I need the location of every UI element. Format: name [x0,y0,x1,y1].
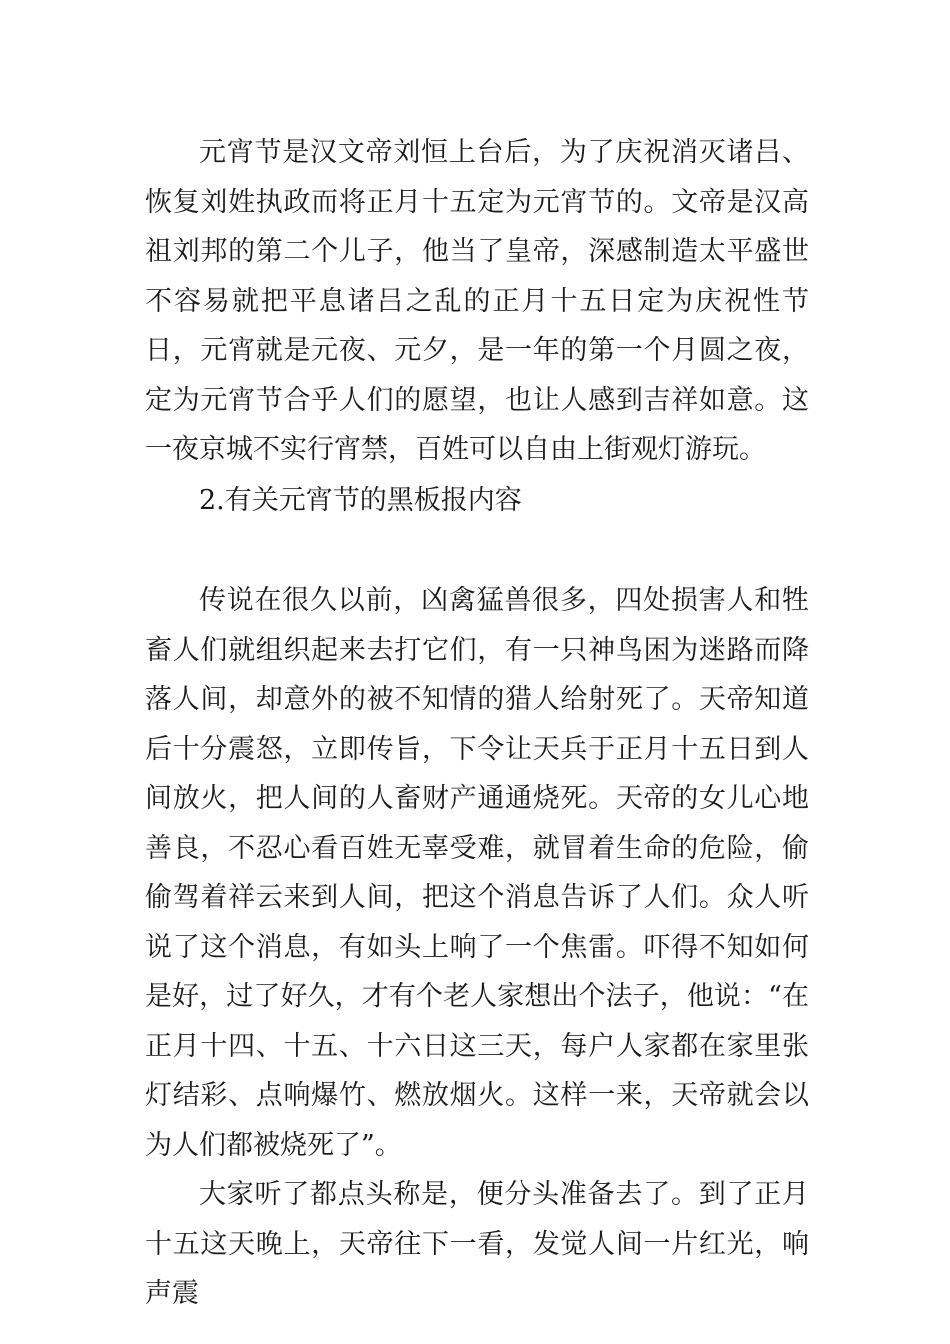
section-heading-block [145,476,809,526]
paragraph-continuation: 大家听了都点头称是，便分头准备去了。到了正月十五这天晚上，天帝往下一看，发觉人间一片红光，响声震 [145,1179,809,1309]
paragraph-legend: 传说在很久以前，凶禽猛兽很多，四处损害人和牲畜人们就组织起来去打它们，有一只神鸟困为迷路而降落人间，却意外的被不知情的猎人给射死了。天帝知道后十分震怒，立即传旨，下令让天兵于正月十五日到人间放火，把人间的人畜财产通通烧死。天帝的女儿心地善良，不忍心看百姓无辜受难，就冒着生命的危险，偷偷驾着祥云来到人间，把这个消息告诉了人们。众人听说了这个消息，有如头上响了一个焦雷。吓得不知如何是好，过了好久，才有个老人家想出个法子，他说：“在正月十四、十五、十六日这三天，每户人家都在家里张灯结彩、点响爆竹、燃放烟火。这样一来，天帝就会以为人们都被烧死了”。 [145,585,809,1161]
paragraph-lantern-festival-origin: 元宵节是汉文帝刘恒上台后，为了庆祝消灭诸吕、恢复刘姓执政而将正月十五定为元宵节的。文帝是汉高祖刘邦的第二个儿子，他当了皇帝，深感制造太平盛世不容易就把平息诸吕之乱的正月十五日定为庆祝性节日，元宵就是元夜、元夕，是一年的第一个月圆之夜，定为元宵节合乎人们的愿望，也让人感到吉祥如意。这一夜京城不实行宵禁，百姓可以自由上街观灯游玩。 [145,137,809,465]
paragraph-block-legend [145,576,809,1319]
paragraph-block-intro [145,128,809,475]
section-heading: 2.有关元宵节的黑板报内容 [199,485,522,516]
